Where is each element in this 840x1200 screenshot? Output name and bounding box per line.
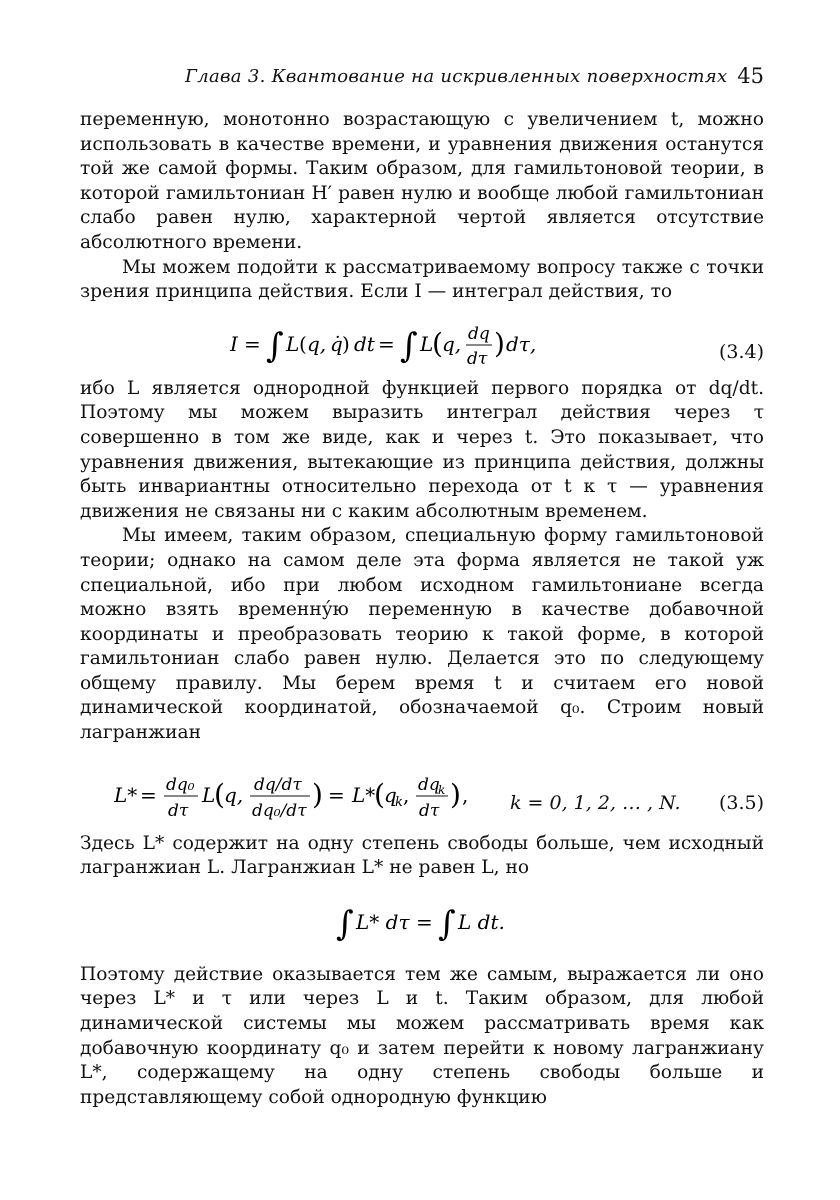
svg-text:dq₀/dτ: dq₀/dτ <box>252 800 307 821</box>
paragraph-1: переменную, монотонно возрастающую с увеличением t, можно использовать в качестве времени, и уравнения движения останутся той же самой формы. Таким образом, для гамильтоновой теории, в которой гамильтониан H′ равен нулю и вообще любой гамильтониан слабо равен нулю, характерной чертой является отсутствие абсолютного времени. <box>80 109 764 253</box>
svg-text:q̇: q̇ <box>330 331 343 356</box>
svg-text:L dt.: L dt. <box>458 909 505 934</box>
svg-text:(: ( <box>374 777 385 811</box>
svg-text:dq: dq <box>468 323 490 344</box>
svg-text:(: ( <box>214 777 225 811</box>
paragraph-5: Здесь L* содержит на одну степень свободы больше, чем исходный лагранжиан L. Лагранжиан L* не равен L, но <box>80 832 764 879</box>
equation-unnumbered-formula <box>336 893 536 953</box>
svg-text:=: = <box>328 782 345 807</box>
equation-3-5 <box>80 750 764 832</box>
svg-text:dτ: dτ <box>168 800 189 821</box>
svg-text:I: I <box>230 331 238 356</box>
svg-text:): ) <box>450 777 461 811</box>
svg-text:q: q <box>384 782 397 807</box>
svg-text:L*: L* <box>114 782 138 807</box>
equation-3-5-number: (3.5) <box>718 791 764 814</box>
svg-text:q,: q, <box>442 331 462 356</box>
equation-unnumbered <box>80 881 764 963</box>
svg-text:dτ,: dτ, <box>506 331 537 356</box>
svg-text:k: k <box>438 782 446 797</box>
svg-text:L: L <box>286 331 300 356</box>
page-number: 45 <box>737 64 764 88</box>
svg-text:k: k <box>395 794 403 810</box>
svg-text:(: ( <box>432 326 443 360</box>
running-title: Глава 3. Квантование на искривленных поверхностях <box>185 66 728 87</box>
svg-text:=: = <box>140 782 157 807</box>
svg-text:dq/dτ: dq/dτ <box>254 774 302 795</box>
page-header <box>80 62 764 92</box>
paragraph-6: Поэтому действие оказывается тем же самым, выражается ли оно через L* и τ или через L и t. Таким образом, для любой динамической системы мы можем рассматривать время как добавочную координату q₀ и затем перейти к новому лагранжиану L*, содержащему на одну степень свободы больше и представляющему собой однородную функцию <box>80 963 764 1108</box>
svg-text:q,: q, <box>307 331 327 356</box>
body-text <box>80 108 764 1110</box>
svg-text:dτ: dτ <box>467 348 488 369</box>
svg-text:q,: q, <box>224 782 244 807</box>
equation-3-4-number: (3.4) <box>718 340 764 363</box>
book-page <box>80 0 764 1200</box>
svg-text:dτ: dτ <box>419 800 440 821</box>
svg-text:): ) <box>342 331 350 356</box>
svg-text:L*: L* <box>352 782 376 807</box>
svg-text:∫: ∫ <box>400 325 418 366</box>
equation-3-5-range: k = 0, 1, 2, … , N. <box>510 791 681 814</box>
svg-text:,: , <box>462 782 469 807</box>
svg-text:): ) <box>494 326 505 360</box>
equation-3-4 <box>80 305 764 377</box>
svg-text:L: L <box>420 331 434 356</box>
svg-text:L* dτ: L* dτ <box>356 909 410 934</box>
svg-text:): ) <box>312 777 323 811</box>
svg-text:=: = <box>416 909 433 934</box>
svg-text:∫: ∫ <box>266 325 284 366</box>
svg-text:=: = <box>378 331 395 356</box>
svg-text:(: ( <box>299 331 307 356</box>
paragraph-2: Мы можем подойти к рассматриваемому вопросу также с точки зрения принципа действия. Если I — интеграл действия, то <box>80 256 764 303</box>
svg-text:=: = <box>244 331 261 356</box>
svg-text:dt: dt <box>354 331 375 356</box>
svg-text:dq: dq <box>418 774 440 795</box>
equation-3-4-formula <box>230 315 570 375</box>
svg-text:L: L <box>202 782 216 807</box>
svg-text:dq₀: dq₀ <box>166 774 195 795</box>
paragraph-4: Мы имеем, таким образом, специальную форму гамильтоновой теории; однако на самом деле эта форма является не такой уж специальной, ибо при любом исходном гамильтониане всегда можно взять временну́ю переменную в качестве добавочной координаты и преобразовать теорию к такой форме, в которой гамильтониан слабо равен нулю. Делается это по следующему общему правилу. Мы берем время t и считаем его новой динамической координатой, обозначаемой q₀. Строим новый лагранжиан <box>80 525 764 744</box>
svg-text:∫: ∫ <box>438 903 456 944</box>
paragraph-3: ибо L является однородной функцией первого порядка от dq/dt. Поэтому мы можем выразить интеграл действия через τ совершенно в том же виде, как и через t. Это показывает, что уравнения движения, вытекающие из принципа действия, должны быть инвариантны относительно перехода от t к τ — уравнения движения не связаны ни с каким абсолютным временем. <box>80 377 764 522</box>
svg-text:,: , <box>403 782 410 807</box>
equation-3-5-formula <box>114 764 534 828</box>
svg-text:∫: ∫ <box>336 903 354 944</box>
